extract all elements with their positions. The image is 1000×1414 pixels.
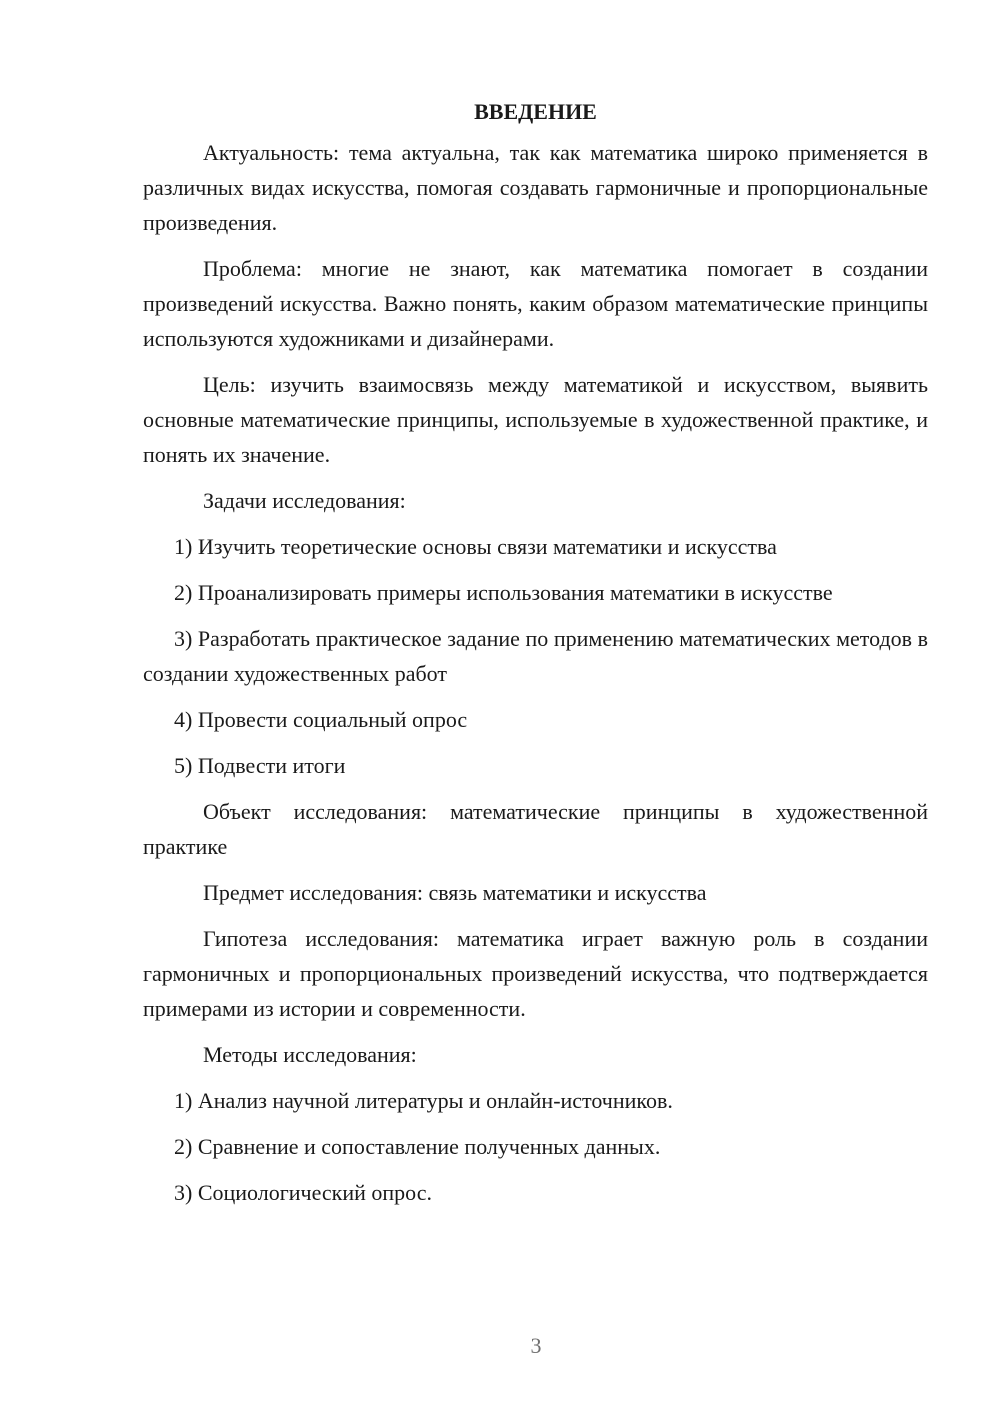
subject-paragraph: Предмет исследования: связь математики и искусства [203, 880, 707, 905]
task-item: 3) Разработать практическое задание по применению математических методов в создании художественных работ [143, 626, 928, 686]
page-content [143, 94, 928, 1221]
methods-heading: Методы исследования: [203, 1042, 417, 1067]
problem-paragraph: Проблема: многие не знают, как математика помогает в создании произведений искусства. Важно понять, каким образом математические принципы используются художниками и дизайнерами. [143, 256, 928, 351]
method-item: 3) Социологический опрос. [174, 1180, 432, 1205]
hypothesis-paragraph: Гипотеза исследования: математика играет важную роль в создании гармоничных и пропорциональных произведений искусства, что подтверждается примерами из истории и современности. [143, 926, 928, 1021]
page-title: ВВЕДЕНИЕ [474, 99, 597, 124]
object-paragraph: Объект исследования: математические принципы в художественной практике [143, 799, 928, 859]
tasks-heading: Задачи исследования: [203, 488, 406, 513]
relevance-paragraph: Актуальность: тема актуальна, так как математика широко применяется в различных видах искусства, помогая создавать гармоничные и пропорциональные произведения. [143, 140, 928, 235]
task-item: 5) Подвести итоги [174, 753, 346, 778]
method-item: 1) Анализ научной литературы и онлайн-источников. [174, 1088, 673, 1113]
task-item: 2) Проанализировать примеры использования математики в искусстве [174, 580, 833, 605]
task-item: 4) Провести социальный опрос [174, 707, 468, 732]
page-number: 3 [530, 1333, 542, 1358]
method-item: 2) Сравнение и сопоставление полученных данных. [174, 1134, 661, 1159]
task-item: 1) Изучить теоретические основы связи математики и искусства [174, 534, 777, 559]
goal-paragraph: Цель: изучить взаимосвязь между математикой и искусством, выявить основные математические принципы, используемые в художественной практике, и понять их значение. [143, 372, 928, 467]
